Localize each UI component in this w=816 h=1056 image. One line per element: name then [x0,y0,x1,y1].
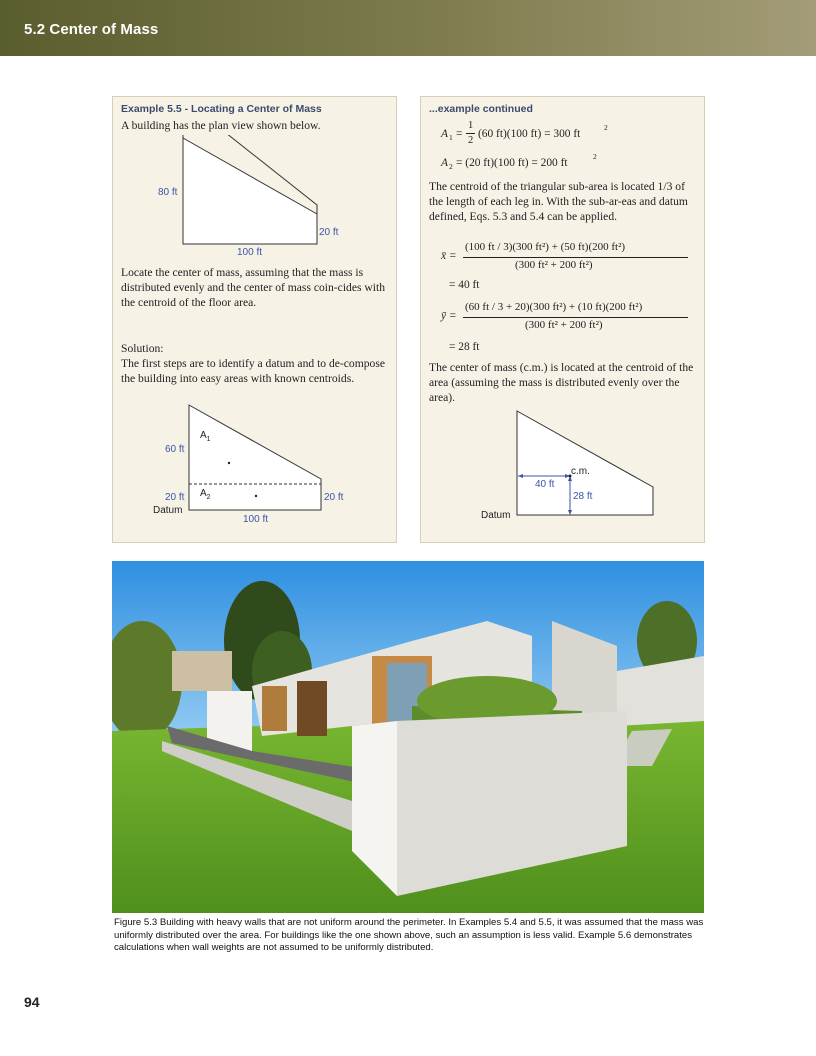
plan-outline [183,138,317,244]
label-datum: Datum [153,505,183,516]
intro-text: A building has the plan view shown below. [121,119,321,132]
house-left [172,651,232,691]
label-40ft: 40 ft [535,479,555,490]
center-of-mass-diagram [421,407,706,527]
figure-caption: Figure 5.3 Building with heavy walls that are not uniform around the perimeter. In Examples 5.4 and 5.5, it was assumed that the mass was uniformly distributed over the area. For buildings like the one shown above, such an assumption is less valid. Example 5.6 demonstrates calculations when wall weights are not assumed to be uniformly distributed. [114,917,704,954]
example-panel-left [112,96,397,543]
label-a1: $A_1$ [200,430,211,443]
label-20ft-left: 20 ft [165,492,185,503]
continued-title: ...example continued [429,103,533,115]
equation-x-bar: x̄ = (100 ft / 3)(300 ft²) + (50 ft)(200 ft²) (300 ft² + 200 ft²) [421,241,706,275]
section-title: 5.2 Center of Mass [24,21,159,38]
equation-y-bar: ȳ = (60 ft / 3 + 20)(300 ft²) + (10 ft)(200 ft²) (300 ft² + 200 ft²) [421,301,706,335]
plan-view-diagram-shape [113,135,398,260]
window-2 [297,681,327,736]
centroid-paragraph: The centroid of the triangular sub-area is located 1/3 of the length of each leg in. With the sub-ar-eas and datum defined, Eqs. 5.3 and 5.4 can be applied. [429,180,688,223]
equation-a1: A 1 = 1 2 (60 ft)(100 ft) = 300 ft 2 [441,120,608,146]
locate-paragraph: Locate the center of mass, assuming that the mass is distributed evenly and the center of mass coin-cides with the centroid of the floor area. [121,266,386,309]
label-100ft-decomp: 100 ft [243,514,269,525]
label-cm: c.m. [571,466,590,477]
solution-heading: Solution: [121,342,164,355]
example-title: Example 5.5 - Locating a Center of Mass [121,103,322,115]
result-y-bar: = 28 ft [449,341,480,353]
label-a2: $A_2$ [200,488,211,501]
solution-text: The first steps are to identify a datum and to de-compose the building into easy areas with known centroids. [121,357,386,385]
example-panel-right [420,96,705,543]
equation-a2: A 2 = (20 ft)(100 ft) = 200 ft 2 [441,152,597,171]
chapter-banner [0,0,816,56]
label-20ft-right: 20 ft [324,492,344,503]
result-x-bar: = 40 ft [449,279,480,291]
building-photo-illustration [112,561,704,913]
centroid-dot-a1 [228,462,230,464]
center-of-mass-paragraph: The center of mass (c.m.) is located at the centroid of the area (assuming the mass is distributed evenly over the area). [429,361,694,404]
label-20ft: 20 ft [319,227,339,238]
page-number: 94 [24,994,40,1010]
label-80ft: 80 ft [158,187,178,198]
building-photograph [112,561,704,913]
decomposition-diagram [113,400,398,535]
label-28ft: 28 ft [573,491,593,502]
centroid-dot-a2 [255,495,257,497]
label-datum-cm: Datum [481,510,511,521]
window-1 [262,686,287,731]
label-60ft: 60 ft [165,444,185,455]
label-100ft: 100 ft [237,247,263,258]
